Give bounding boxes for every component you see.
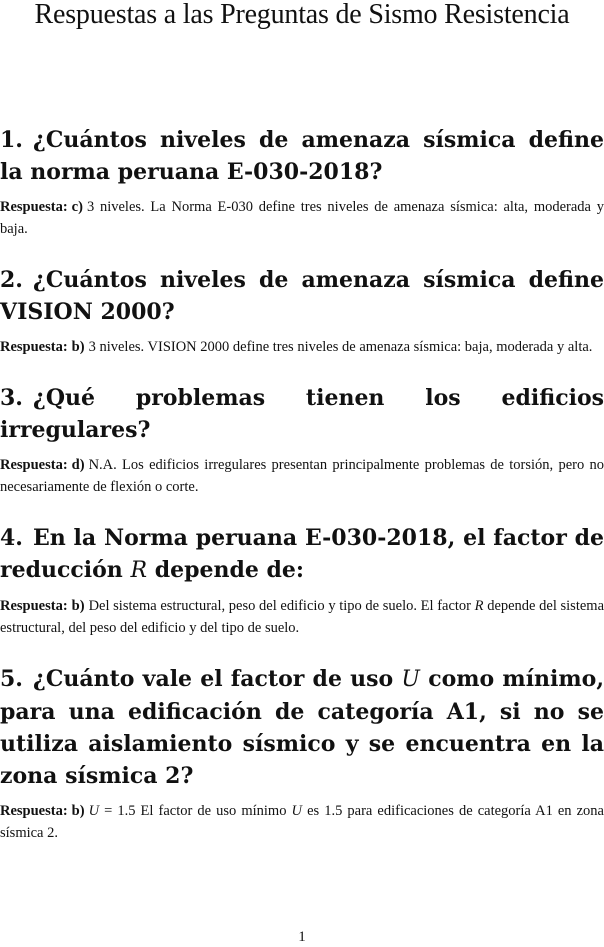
question-2-heading — [0, 264, 604, 328]
question-2 — [0, 264, 604, 358]
question-3 — [0, 382, 604, 498]
question-5 — [0, 663, 604, 844]
question-1 — [0, 124, 604, 240]
question-1-answer — [0, 196, 604, 240]
question-4-text-before: En la Norma peruana E-030-2018, el factor de reducción — [0, 525, 604, 583]
question-5-text-before: ¿Cuánto vale el factor de uso — [32, 666, 394, 692]
answer-label: Respuesta: — [0, 598, 68, 614]
question-1-number: 1. — [0, 127, 23, 153]
question-3-text: ¿Qué problemas tienen los edificios irregulares? — [0, 385, 604, 443]
question-4 — [0, 522, 604, 639]
question-2-number: 2. — [0, 267, 23, 293]
question-1-heading — [0, 124, 604, 188]
answer-text-2: depende del sistema estructural, del peso del edificio y del tipo de suelo. — [0, 598, 604, 636]
question-5-number: 5. — [0, 666, 23, 692]
question-4-heading — [0, 522, 604, 587]
answer-label: Respuesta: — [0, 339, 68, 355]
question-3-heading — [0, 382, 604, 446]
math-variable-u: U — [401, 667, 420, 692]
question-2-answer — [0, 336, 604, 358]
page-title: Respuestas a las Preguntas de Sismo Resistencia — [34, 0, 570, 30]
answer-label: Respuesta: — [0, 803, 68, 819]
question-5-heading — [0, 663, 604, 792]
answer-label: Respuesta: — [0, 457, 68, 473]
question-5-answer — [0, 800, 604, 844]
answer-option: b) — [71, 598, 85, 614]
document-body — [0, 124, 604, 844]
math-variable-r: R — [130, 558, 148, 583]
question-2-text: ¿Cuántos niveles de amenaza sísmica define VISION 2000? — [0, 267, 604, 325]
math-variable-u: U — [88, 803, 100, 819]
question-3-answer — [0, 454, 604, 498]
question-5-text-after: como mínimo, para una edificación de categoría A1, si no se utiliza aislamiento sísmico y se encuentra en la zona sísmica 2? — [0, 666, 604, 789]
answer-text-1: Del sistema estructural, peso del edificio y tipo de suelo. El factor — [88, 598, 472, 614]
math-variable-r: R — [474, 598, 484, 614]
question-4-text-after: depende de: — [154, 557, 305, 583]
question-4-number: 4. — [0, 525, 23, 551]
answer-text: N.A. Los edificios irregulares presentan principalmente problemas de torsión, pero no necesariamente de flexión o corte. — [0, 457, 604, 495]
question-3-number: 3. — [0, 385, 23, 411]
math-variable-u: U — [291, 803, 302, 819]
answer-label: Respuesta: — [0, 199, 68, 215]
answer-option: d) — [71, 457, 85, 473]
answer-text: 3 niveles. VISION 2000 define tres niveles de amenaza sísmica: baja, moderada y alta. — [88, 339, 593, 355]
answer-option: b) — [71, 803, 85, 819]
question-1-text: ¿Cuántos niveles de amenaza sísmica define la norma peruana E-030-2018? — [0, 127, 604, 185]
answer-text: 3 niveles. La Norma E-030 define tres niveles de amenaza sísmica: alta, moderada y baja. — [0, 199, 604, 237]
answer-option: c) — [71, 199, 83, 215]
answer-option: b) — [71, 339, 85, 355]
answer-text-1: = 1.5 El factor de uso mínimo — [104, 803, 287, 819]
page-number: 1 — [298, 929, 306, 945]
question-4-answer — [0, 595, 604, 639]
answer-text-2: es 1.5 para edificaciones de categoría A1 en zona sísmica 2. — [0, 803, 604, 841]
